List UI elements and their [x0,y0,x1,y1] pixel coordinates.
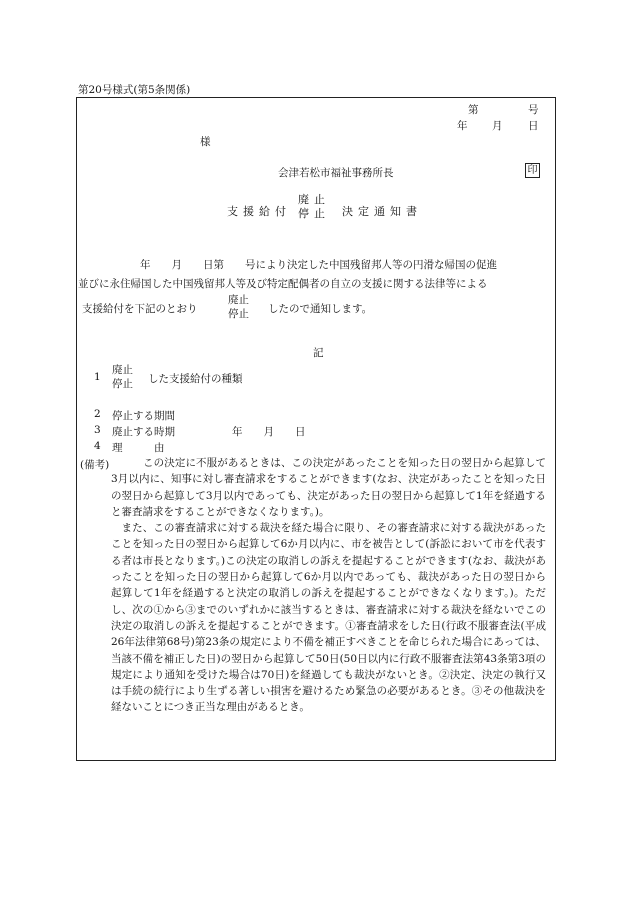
date-month: 月 [492,120,503,132]
title-part2: 決定通知書 [342,205,422,218]
title-option-abolish: 廃止 [298,193,330,206]
remarks-label: (備考) [80,459,110,471]
item-2-number: 2 [94,408,101,420]
date-year: 年 [457,120,468,132]
body-option-abolish: 廃止 [228,294,249,306]
remarks-paragraph-1: この決定に不服があるときは、この決定があったことを知った日の翌日から起算して3月以内に、知事に対し審査請求をすることができます(なお、決定があったことを知った日の翌日から起算して3月以内であっても、決定があった日の翌日から起算して1年を経過すると審査請求をすることができなくなります。)。 [111,457,546,518]
seal-mark: 印 [525,163,540,178]
ki-heading: 記 [313,347,324,359]
number-suffix: 号 [528,104,539,116]
body-line-3-prefix: 支援給付を下記のとおり [82,303,198,315]
item-3-text: 廃止する時期 [112,426,175,438]
remarks-paragraph-2: また、この審査請求に対する裁決を経た場合に限り、その審査請求に対する裁決があったことを知った日の翌日から起算して6か月以内に、市を被告として(訴訟において市を代表する者は市長となります。)この決定の取消しの訴えを提起することができます(なお、裁決があったことを知った日の翌日から起算して6か月以内であっても、裁決があった日の翌日から起算して1年を経過すると決定の取消しの訴えを提起することができなくなります。)。ただし、次の①から③までのいずれかに該当するときは、審査請求に対する裁決を経ないでこの決定の取消しの訴えを提起することができます。①審査請求をした日(行政不服審査法(平成26年法律第68号)第23条の規定により不備を補正すべきことを命じられた場合にあっては、当該不備を補正した日)の翌日から起算して50日(50日以内に行政不服審査法第43条第3項の規定により通知を受けた場合は70日)を経過しても裁決がないとき。②決定、決定の執行又は手続の続行により生ずる著しい損害を避けるため緊急の必要があるとき。③その他裁決を経ないことにつき正当な理由があるとき。 [111,522,546,714]
item-3-date: 年 月 日 [232,426,306,438]
notice-body [78,256,546,293]
body-line-1: 年 月 日第 号により決定した中国残留邦人等の円滑な帰国の促進 [140,259,497,271]
item-1-text: した支援給付の種類 [148,373,243,385]
item-3-number: 3 [94,424,101,436]
item-1-option-abolish: 廃止 [112,364,133,376]
date-day: 日 [528,120,539,132]
title-options [298,193,330,221]
issuer-name: 会津若松市福祉事務所長 [278,167,394,179]
remarks-text [111,455,546,716]
body-line-3-suffix: したので通知します。 [268,303,373,315]
title-part1: 支援給付 [227,205,291,218]
item-4-text: 理 由 [112,442,165,454]
title-option-suspend: 停止 [298,207,330,220]
form-number-label: 第20号様式(第5条関係) [78,84,191,96]
item-2-text: 停止する期間 [112,410,175,422]
body-option-suspend: 停止 [228,308,249,320]
item-1-options [112,363,133,391]
item-4-number: 4 [94,440,101,452]
body-options [228,293,249,321]
body-line-2: 並びに永住帰国した中国残留邦人等及び特定配偶者の自立の支援に関する法律等による [78,277,488,290]
addressee-honorific: 様 [200,136,211,148]
item-1-option-suspend: 停止 [112,378,133,390]
number-prefix: 第 [468,104,479,116]
item-1-number: 1 [94,371,101,383]
